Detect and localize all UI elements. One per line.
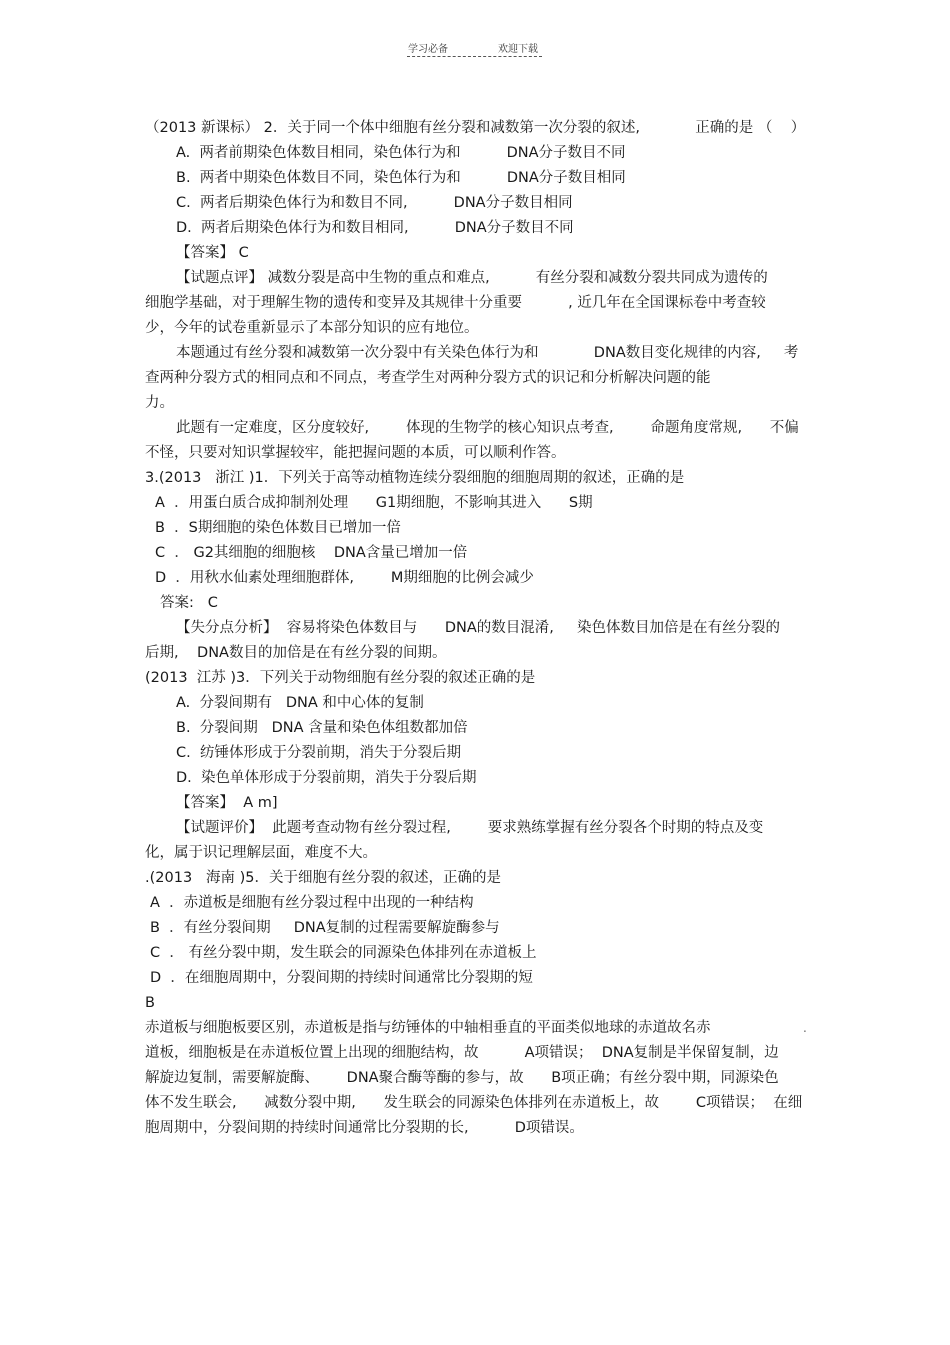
question-2-stem: （2013 新课标） 2．关于同一个体中细胞有丝分裂和减数第一次分裂的叙述, 正确的是 （ ）	[145, 120, 806, 136]
question-5-option-c: C ． 有丝分裂中期，发生联会的同源染色体排列在赤道板上	[150, 945, 537, 961]
question-4-comment-line: 化，属于识记理解层面，难度不大。	[145, 845, 377, 861]
question-3-answer: 答案: C	[160, 595, 218, 611]
question-3-comment-line: 【失分点分析】 容易将染色体数目与 DNA的数目混淆, 染色体数目加倍是在有丝分裂的	[176, 620, 780, 636]
question-3-option-a: A ．用蛋白质合成抑制剂处理 G1期细胞，不影响其进入 S期	[155, 495, 593, 511]
question-4-stem: (2013 江苏 )3．下列关于动物细胞有丝分裂的叙述正确的是	[145, 670, 536, 686]
question-4-comment-line: 【试题评价】 此题考查动物有丝分裂过程, 要求熟练掌握有丝分裂各个时期的特点及变	[176, 820, 764, 836]
question-5-explanation-line: 解旋边复制，需要解旋酶、 DNA聚合酶等酶的参与，故 B项正确；有丝分裂中期，同源染色	[145, 1070, 779, 1086]
question-4-option-d: D. 染色单体形成于分裂前期，消失于分裂后期	[176, 770, 477, 786]
header-dashed-rule	[407, 56, 542, 57]
question-2-option-c: C. 两者后期染色体行为和数目不同, DNA分子数目相同	[176, 195, 573, 211]
question-4-answer: 【答案】 A m]	[176, 795, 278, 811]
question-5-option-a: A ．赤道板是细胞有丝分裂过程中出现的一种结构	[150, 895, 474, 911]
question-2-option-d: D. 两者后期染色体行为和数目相同, DNA分子数目不同	[176, 220, 574, 236]
question-2-comment-line: 力。	[145, 395, 174, 411]
question-5-explanation-line: 道板，细胞板是在赤道板位置上出现的细胞结构，故 A项错误； DNA复制是半保留复制，边	[145, 1045, 779, 1061]
question-3-comment-line: 后期, DNA数目的加倍是在有丝分裂的间期。	[145, 645, 447, 661]
question-5-stem: .(2013 海南 )5．关于细胞有丝分裂的叙述，正确的是	[145, 870, 501, 886]
question-2-option-b: B. 两者中期染色体数目不同，染色体行为和 DNA分子数目相同	[176, 170, 626, 186]
question-5-explanation-line: 赤道板与细胞板要区别，赤道板是指与纺锤体的中轴相垂直的平面类似地球的赤道故名赤	[145, 1020, 711, 1036]
question-5-option-b: B ．有丝分裂间期 DNA复制的过程需要解旋酶参与	[150, 920, 500, 936]
question-5-answer: B	[145, 995, 155, 1011]
question-2-option-a: A. 两者前期染色体数目相同，染色体行为和 DNA分子数目不同	[176, 145, 626, 161]
question-2-comment-line: 查两种分裂方式的相同点和不同点，考查学生对两种分裂方式的识记和分析解决问题的能	[145, 370, 711, 386]
question-3-option-d: D ．用秋水仙素处理细胞群体, M期细胞的比例会减少	[155, 570, 534, 586]
question-2-comment-line: 细胞学基础，对于理解生物的遗传和变异及其规律十分重要 , 近几年在全国课标卷中考查较	[145, 295, 766, 311]
stray-dot-mark: .	[803, 1021, 807, 1035]
question-2-comment-line: 本题通过有丝分裂和减数第一次分裂中有关染色体行为和 DNA数目变化规律的内容, 考	[176, 345, 799, 361]
question-4-option-b: B. 分裂间期 DNA 含量和染色体组数都加倍	[176, 720, 468, 736]
question-2-answer: 【答案】 C	[176, 245, 249, 261]
question-3-stem: 3.(2013 浙江 )1．下列关于高等动植物连续分裂细胞的细胞周期的叙述，正确的是	[145, 470, 685, 486]
question-4-option-c: C. 纺锤体形成于分裂前期，消失于分裂后期	[176, 745, 461, 761]
question-3-option-c: C ． G2其细胞的细胞核 DNA含量已增加一倍	[155, 545, 468, 561]
question-2-comment-line: 少，今年的试卷重新显示了本部分知识的应有地位。	[145, 320, 479, 336]
header-right-text: 欢迎下载	[498, 44, 538, 55]
question-2-comment-line: 【试题点评】 减数分裂是高中生物的重点和难点, 有丝分裂和减数分裂共同成为遗传的	[176, 270, 768, 286]
question-2-comment-line: 此题有一定难度，区分度较好, 体现的生物学的核心知识点考查, 命题角度常规, 不偏	[176, 420, 799, 436]
question-5-explanation-line: 体不发生联会, 减数分裂中期, 发生联会的同源染色体排列在赤道板上，故 C项错误； 在细	[145, 1095, 803, 1111]
question-4-option-a: A. 分裂间期有 DNA 和中心体的复制	[176, 695, 424, 711]
question-5-option-d: D ．在细胞周期中，分裂间期的持续时间通常比分裂期的短	[150, 970, 533, 986]
question-3-option-b: B ．S期细胞的染色体数目已增加一倍	[155, 520, 401, 536]
header-left-text: 学习必备	[408, 44, 448, 55]
question-2-comment-line: 不怪，只要对知识掌握较牢，能把握问题的本质，可以顺利作答。	[145, 445, 566, 461]
question-5-explanation-line: 胞周期中，分裂间期的持续时间通常比分裂期的长, D项错误。	[145, 1120, 584, 1136]
